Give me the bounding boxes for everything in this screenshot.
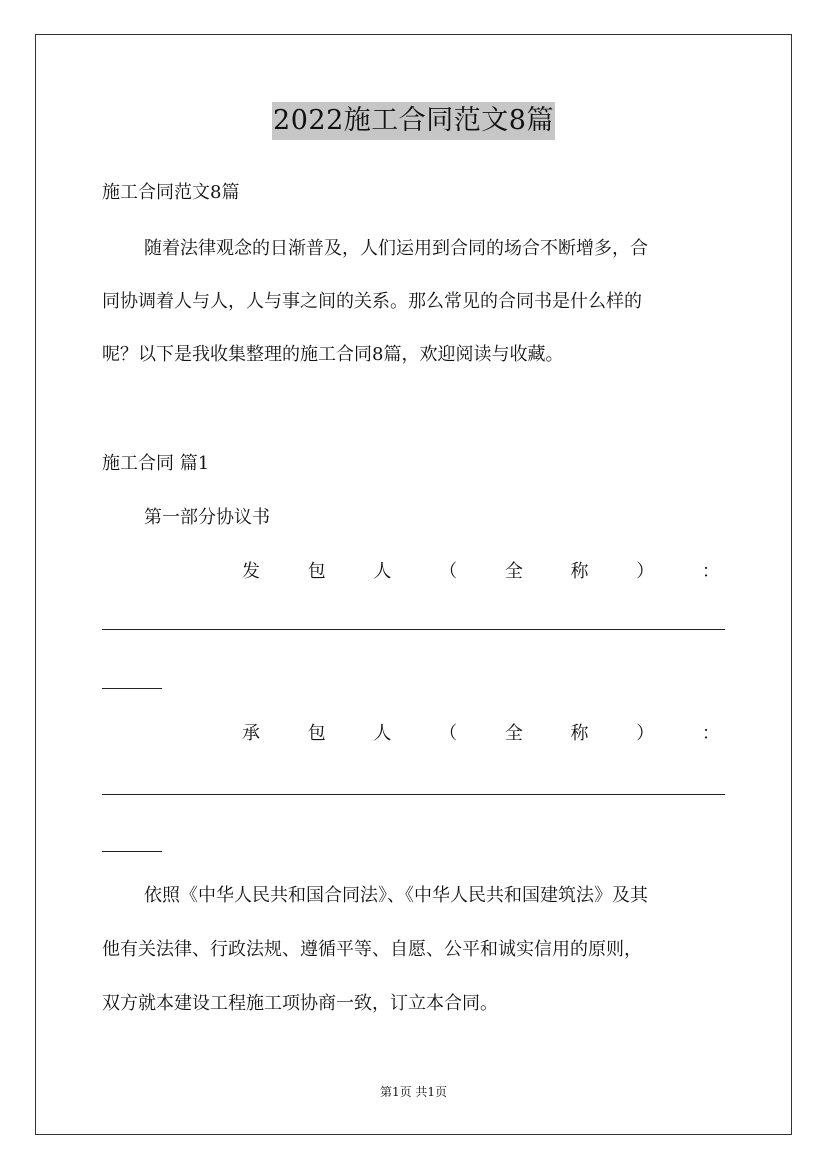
contractor-char: ： xyxy=(701,723,720,744)
intro-line-2: 同协调着人与人，人与事之间的关系。那么常见的合同书是什么样的 xyxy=(102,291,642,312)
employer-char: 全 xyxy=(504,561,523,582)
contractor-char: 人 xyxy=(373,723,392,744)
contractor-char: （ xyxy=(439,723,458,744)
contractor-char: ） xyxy=(636,723,655,744)
contractor-fill-line-end xyxy=(102,851,162,853)
title-container xyxy=(0,102,827,140)
contractor-fill-line xyxy=(102,794,725,796)
employer-char: 包 xyxy=(307,561,326,582)
employer-char: 称 xyxy=(570,561,589,582)
section-heading: 施工合同 篇1 xyxy=(102,453,210,474)
page-footer: 第1页 共1页 xyxy=(379,1085,448,1099)
employer-char: 人 xyxy=(373,561,392,582)
intro-line-1: 随着法律观念的日渐普及，人们运用到合同的场合不断增多，合 xyxy=(144,238,648,259)
contractor-char: 承 xyxy=(242,723,260,744)
employer-char: （ xyxy=(439,561,458,582)
employer-label xyxy=(242,560,720,584)
employer-char: ） xyxy=(636,561,655,582)
subtitle: 施工合同范文8篇 xyxy=(102,182,240,203)
employer-fill-line xyxy=(102,629,725,631)
employer-char: ： xyxy=(701,561,720,582)
contractor-char: 称 xyxy=(570,723,589,744)
intro-line-3: 呢？以下是我收集整理的施工合同8篇，欢迎阅读与收藏。 xyxy=(102,344,564,365)
employer-char: 发 xyxy=(242,561,260,582)
part-heading: 第一部分协议书 xyxy=(144,507,270,528)
employer-fill-line-end xyxy=(102,688,162,690)
basis-line-2: 他有关法律、行政法规、遵循平等、自愿、公平和诚实信用的原则， xyxy=(102,939,642,960)
contractor-label xyxy=(242,722,720,746)
basis-line-1: 依照《中华人民共和国合同法》、《中华人民共和国建筑法》及其 xyxy=(144,885,648,906)
contractor-char: 全 xyxy=(504,723,523,744)
contractor-char: 包 xyxy=(307,723,326,744)
document-title: 2022施工合同范文8篇 xyxy=(272,102,555,140)
basis-line-3: 双方就本建设工程施工项协商一致，订立本合同。 xyxy=(102,993,498,1014)
